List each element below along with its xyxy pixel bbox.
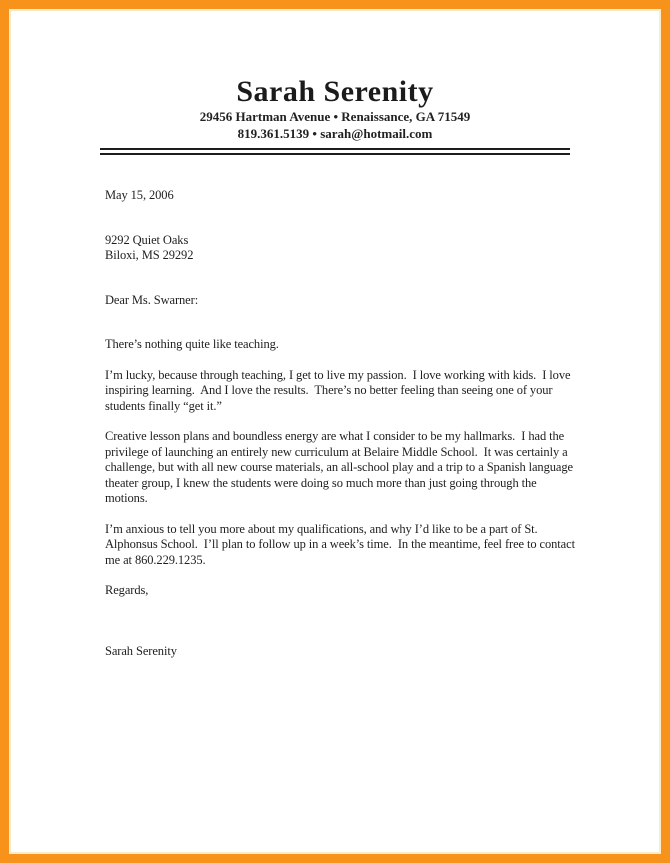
recipient-address-line-2: Biloxi, MS 29292 — [105, 248, 194, 262]
letterhead-contact-line: 819.361.5139 • sarah@hotmail.com — [237, 126, 433, 141]
letterhead-address-line: 29456 Hartman Avenue • Renaissance, GA 71549 — [199, 109, 471, 124]
paragraph-4: I’m anxious to tell you more about my qualifications, and why I’d like to be a part of St. Alphonsus School. I’ll plan to follow up in a week’s time. In the meantime, feel free to contact me at 860.229.1235. — [105, 521, 578, 567]
paragraph-2: I’m lucky, because through teaching, I get to live my passion. I love working with kids. I love inspiring learning. And I love the results. There’s no better feeling than seeing one of your students finally “get it.” — [105, 367, 574, 413]
letterhead-name: Sarah Serenity — [236, 75, 434, 108]
paragraph-3: Creative lesson plans and boundless energy are what I consider to be my hallmarks. I had the privilege of launching an entirely new curriculum at Belaire Middle School. It was certainly a challenge, but with all new course materials, an all-school play and a trip to a Spanish language theater group, I knew the students were doing so much more than just going through the motions. — [105, 429, 576, 505]
paragraph-1: There’s nothing quite like teaching. — [105, 337, 279, 351]
closing: Regards, — [105, 583, 149, 597]
recipient-address-line-1: 9292 Quiet Oaks — [105, 232, 189, 247]
letter-date: May 15, 2006 — [105, 188, 174, 202]
recipient-address-block — [105, 233, 581, 264]
letter-body — [105, 188, 581, 659]
letterhead-divider-rule — [100, 148, 570, 155]
signature-name: Sarah Serenity — [105, 643, 177, 658]
salutation: Dear Ms. Swarner: — [105, 292, 199, 307]
letterhead — [9, 77, 661, 155]
document — [9, 9, 661, 659]
